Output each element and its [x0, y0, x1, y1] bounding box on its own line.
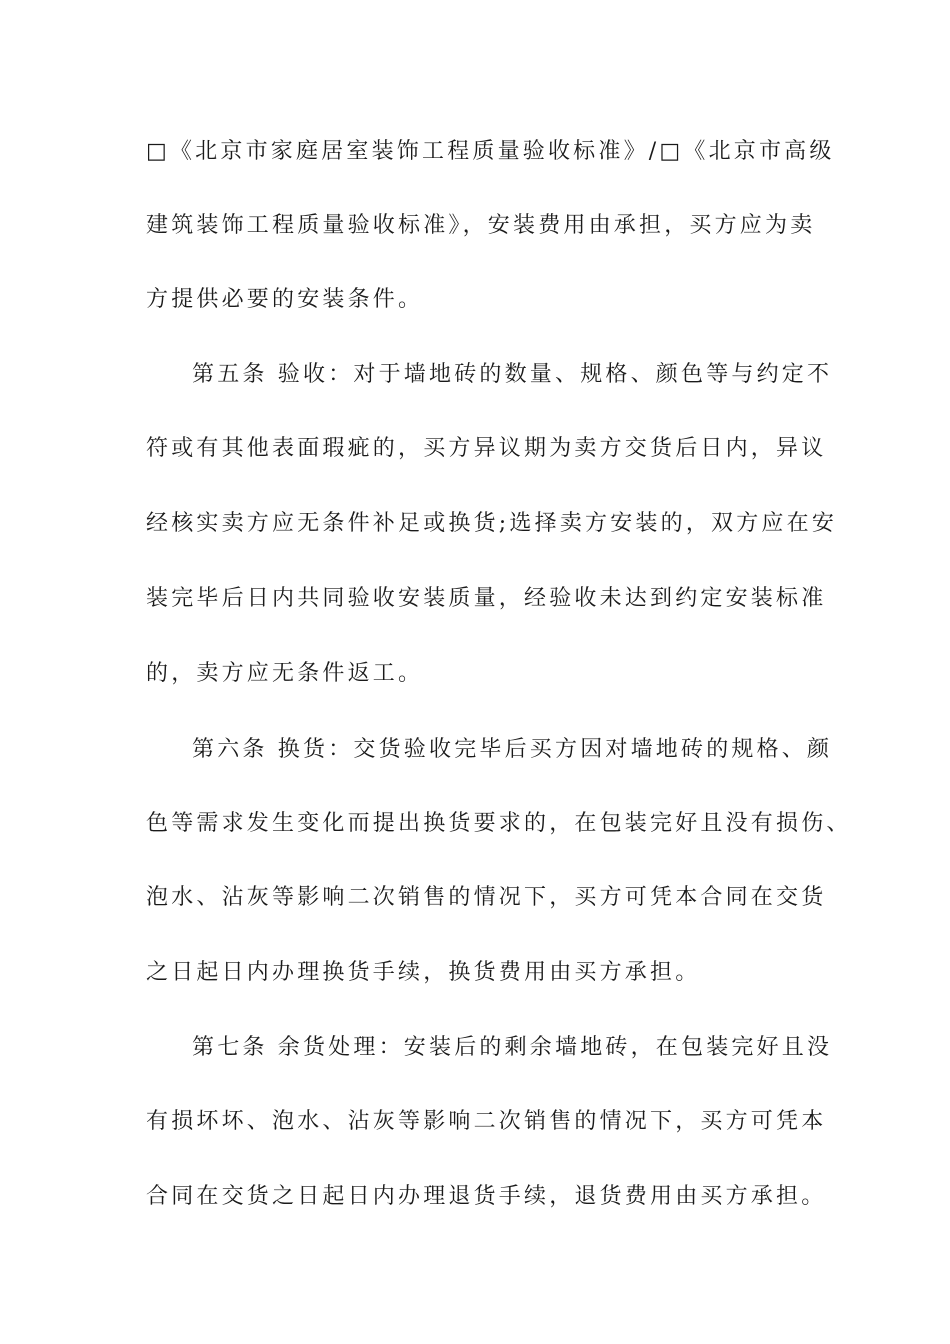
text-line-2: 建筑装饰工程质量验收标准》，安装费用由承担，买方应为卖 — [146, 213, 816, 238]
article-6-heading-line: 第六条 换货：交货验收完毕后买方因对墙地砖的规格、颜 — [192, 737, 833, 762]
text-line-12: 之日起日内办理换货手续，换货费用由买方承担。 — [146, 960, 701, 985]
article-5-heading-line: 第五条 验收：对于墙地砖的数量、规格、颜色等与约定不 — [192, 362, 833, 387]
article-7-heading-line: 第七条 余货处理：安装后的剩余墙地砖，在包装完好且没 — [192, 1035, 833, 1060]
text-line-1: □《北京市家庭居室装饰工程质量验收标准》/□《北京市高级 — [146, 139, 835, 164]
text-line-15: 合同在交货之日起日内办理退货手续，退货费用由买方承担。 — [146, 1184, 827, 1209]
text-line-14: 有损坏坏、泡水、沾灰等影响二次销售的情况下，买方可凭本 — [146, 1109, 827, 1134]
text-line-11: 泡水、沾灰等影响二次销售的情况下，买方可凭本合同在交货 — [146, 885, 827, 910]
text-line-10: 色等需求发生变化而提出换货要求的，在包装完好且没有损伤、 — [146, 811, 852, 836]
text-line-6: 经核实卖方应无条件补足或换货;选择卖方安装的，双方应在安 — [146, 511, 838, 536]
text-line-5: 符或有其他表面瑕疵的，买方异议期为卖方交货后日内，异议 — [146, 436, 827, 461]
text-line-8: 的，卖方应无条件返工。 — [146, 661, 424, 686]
text-line-7: 装完毕后日内共同验收安装质量，经验收未达到约定安装标准 — [146, 586, 827, 611]
text-line-3: 方提供必要的安装条件。 — [146, 287, 424, 312]
